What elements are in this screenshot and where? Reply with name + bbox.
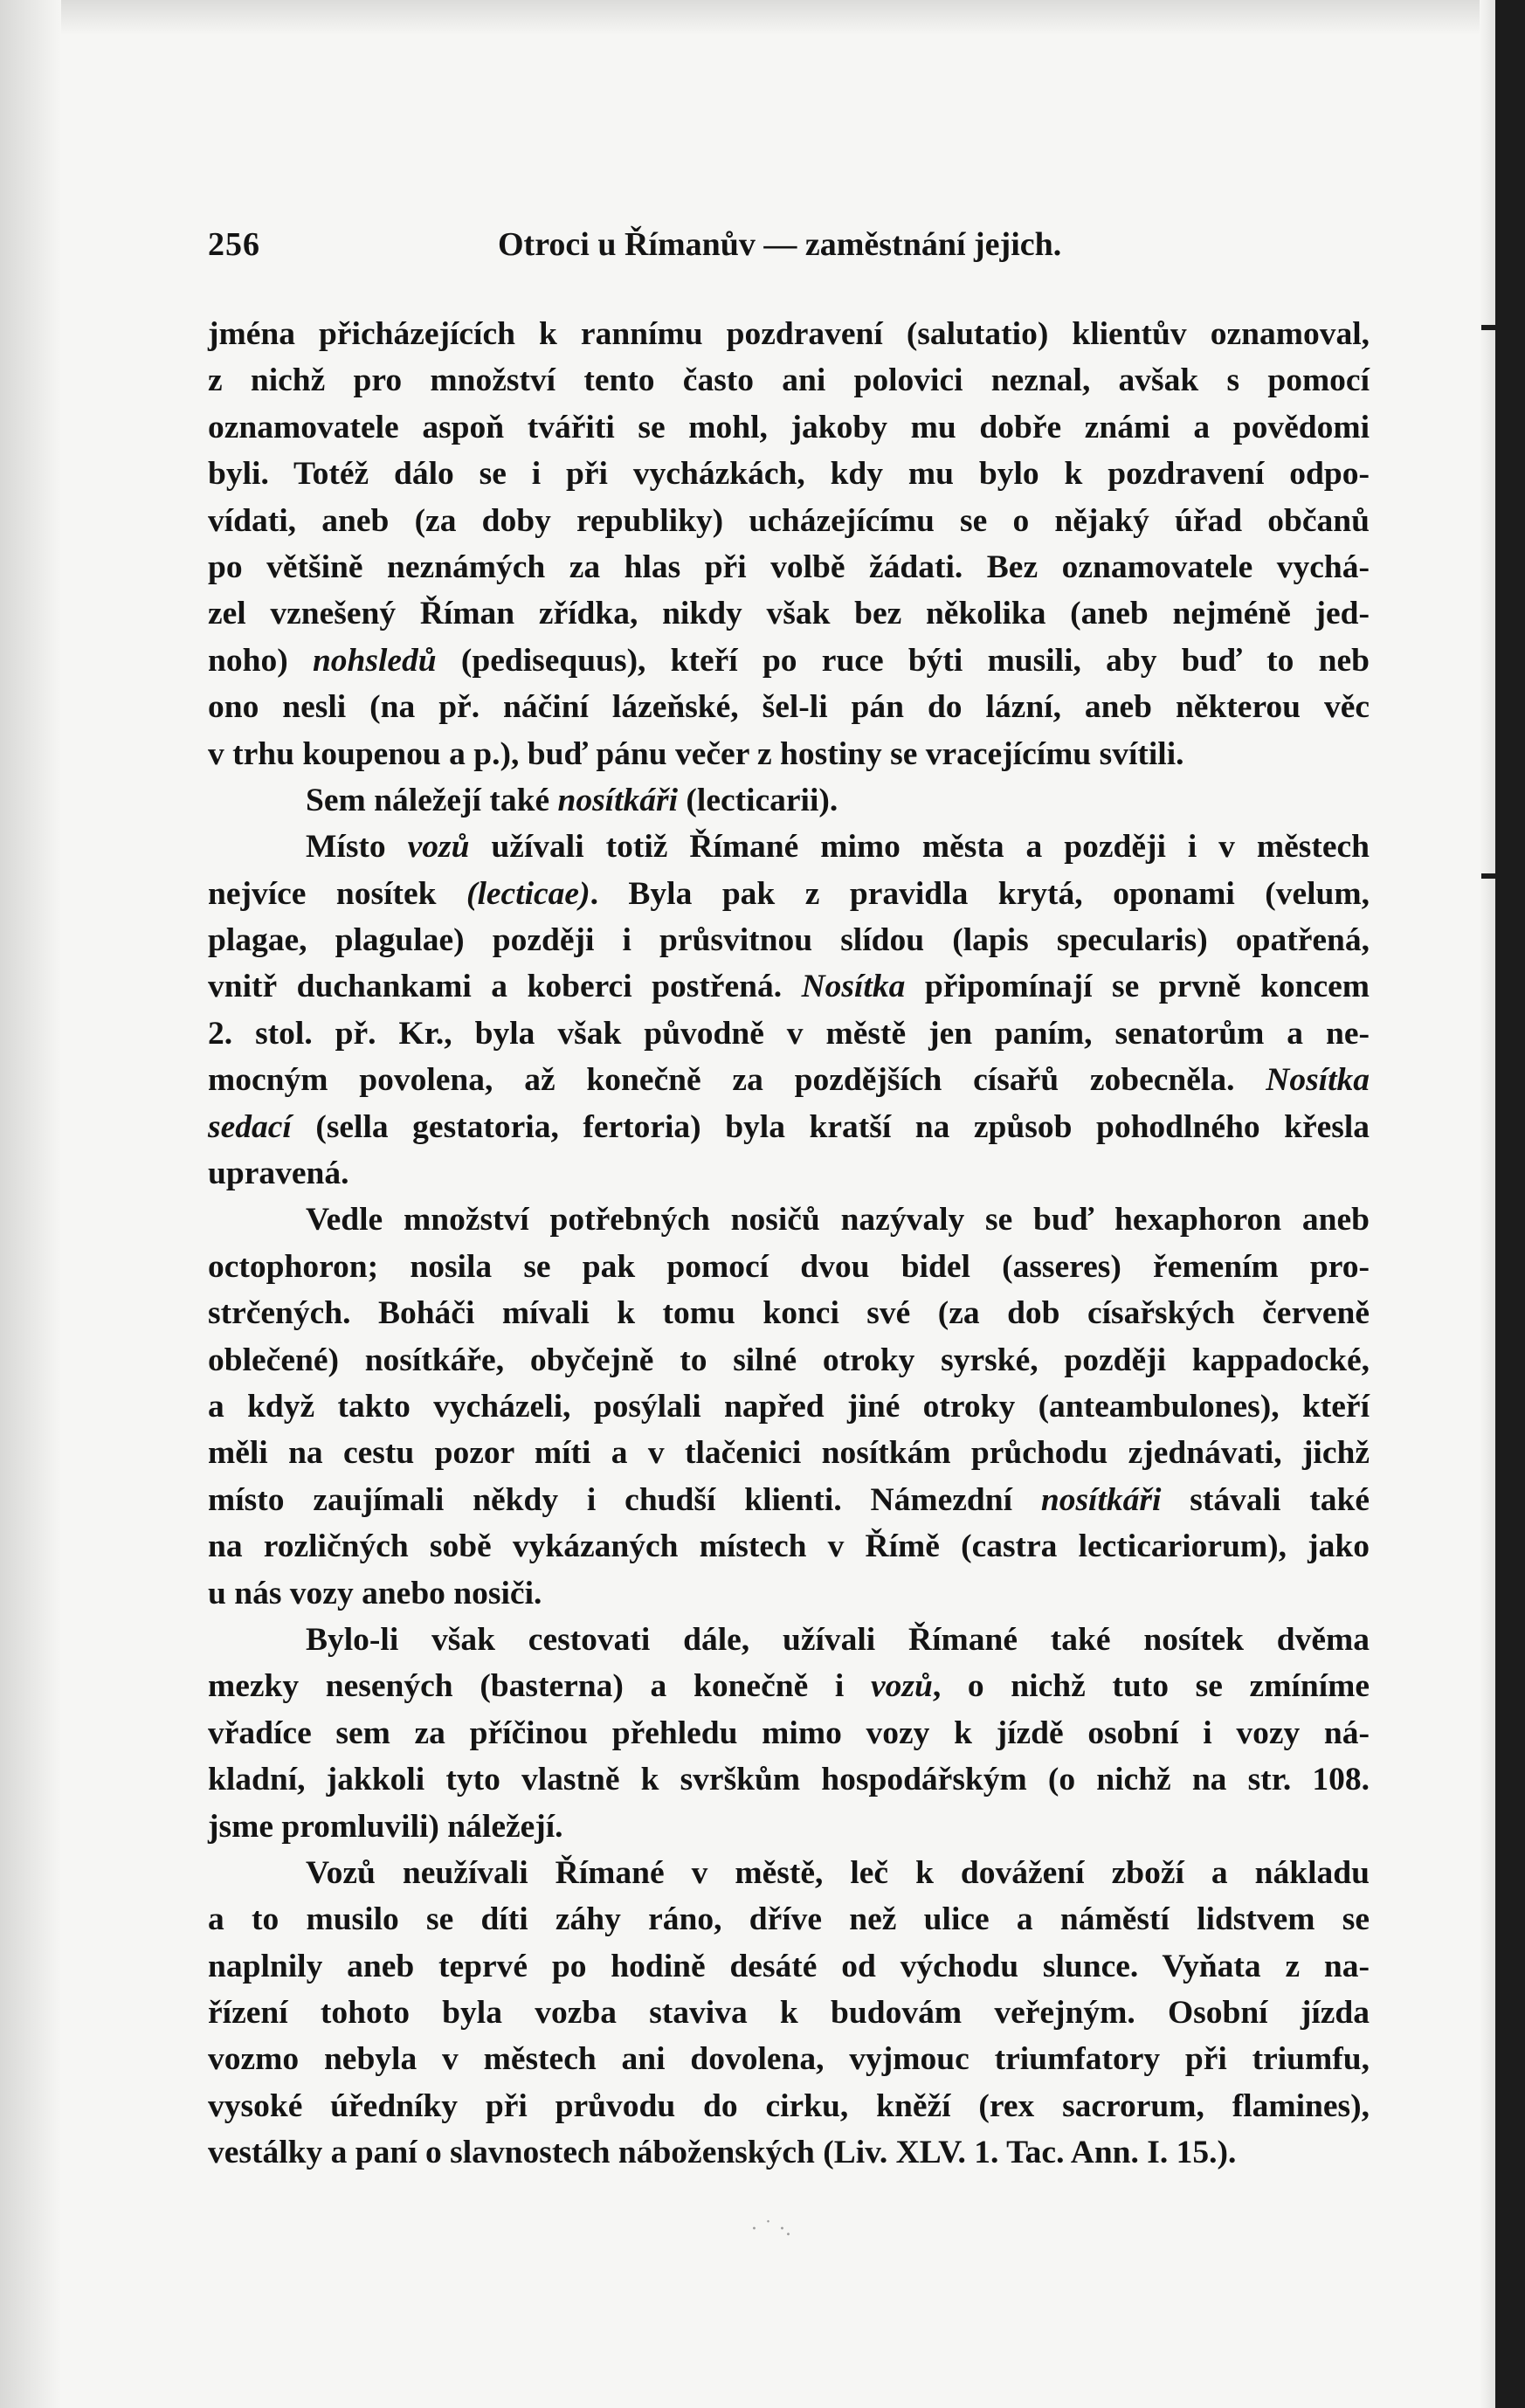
italic-term: vozů	[870, 1668, 933, 1705]
text-line: vnitř duchankami a koberci postřená. Nosítka připomínají se prvně koncem	[208, 969, 1370, 1005]
text-line: vysoké úředníky při průvodu do cirku, kněží (rex sacrorum, flamines),	[208, 2087, 1370, 2124]
text-line: měli na cestu pozor míti a v tlačenici nosítkám průchodu zjednávati, jichž	[208, 1435, 1370, 1472]
text-line: a to musilo se díti záhy ráno, dříve než ulice a náměstí lidstvem se	[208, 1901, 1370, 1938]
paragraph	[208, 1850, 1370, 2177]
text-line: 2. stol. př. Kr., byla však původně v městě jen paním, senatorům a ne-	[208, 1015, 1370, 1052]
text-line: mocným povolena, až konečně za pozdějších císařů zobecněla. Nosítka	[208, 1062, 1370, 1099]
body-text	[208, 311, 1370, 2177]
italic-term: sedací	[208, 1108, 292, 1145]
page-number: 256	[208, 226, 260, 263]
text-line: z nichž pro množství tento často ani polovici neznal, avšak s pomocí	[208, 362, 1370, 399]
italic-term: nosítkáři	[557, 782, 679, 818]
text-line: noho) nohsledů (pedisequus), kteří po ruce býti musili, aby buď to neb	[208, 642, 1370, 679]
text-line: řízení tohoto byla vozba staviva k budovám veřejným. Osobní jízda	[208, 1995, 1370, 2032]
paragraph	[208, 1197, 1370, 1617]
text-line: místo zaujímali někdy i chudší klienti. Námezdní nosítkáři stávali také	[208, 1481, 1370, 1518]
paragraph	[208, 824, 1370, 1197]
text-line: v trhu koupenou a p.), buď pánu večer z hostiny se vracejícímu svítili.	[208, 735, 1184, 772]
text-line: kladní, jakkoli tyto vlastně k svrškům hospodářským (o nichž na str. 108.	[208, 1762, 1370, 1798]
text-line: jsme promluvili) náležejí.	[208, 1808, 563, 1845]
book-edge	[1495, 0, 1525, 2408]
text-line: jména přicházejících k rannímu pozdravení (salutatio) klientův oznamoval,	[208, 316, 1370, 352]
italic-term: nohsledů	[312, 642, 437, 679]
page-edge-fade	[1480, 0, 1495, 2408]
italic-term: Nosítka	[801, 969, 906, 1005]
italic-term: (lecticae)	[466, 875, 590, 912]
italic-term: vozů	[407, 829, 470, 866]
paragraph	[208, 777, 1370, 824]
text-line: octophoron; nosila se pak pomocí dvou bidel (asseres) řemením pro-	[208, 1248, 1370, 1285]
text-line: naplnily aneb teprvé po hodině desáté od východu slunce. Vyňata z na-	[208, 1948, 1370, 1984]
text-line: Místo vozů užívali totiž Římané mimo města a později i v městech	[306, 829, 1370, 866]
text-line: vozmo nebyla v městech ani dovolena, vyjmouc triumfatory při triumfu,	[208, 2041, 1370, 2078]
text-line: sedací (sella gestatoria, fertoria) byla kratší na způsob pohodlného křesla	[208, 1108, 1370, 1145]
text-line: vřadíce sem za příčinou přehledu mimo vozy k jízdě osobní i vozy ná-	[208, 1715, 1370, 1751]
scan-specks: · ˙ ·.	[751, 2218, 791, 2240]
edge-notch	[1481, 325, 1495, 330]
text-line: vestálky a paní o slavnostech náboženských (Liv. XLV. 1. Tac. Ann. I. 15.).	[208, 2135, 1237, 2171]
text-line: upravená.	[208, 1156, 349, 1192]
text-line: u nás vozy anebo nosiči.	[208, 1575, 542, 1611]
text-line: mezky nesených (basterna) a konečně i vozů, o nichž tuto se zmíníme	[208, 1668, 1370, 1705]
text-line: Vedle množství potřebných nosičů nazývaly se buď hexaphoron aneb	[306, 1202, 1370, 1238]
italic-term: Nosítka	[1266, 1062, 1370, 1099]
text-line: ono nesli (na př. náčiní lázeňské, šel-li pán do lázní, aneb některou věc	[208, 689, 1370, 726]
text-line: a když takto vycházeli, posýlali napřed jiné otroky (anteambulones), kteří	[208, 1388, 1370, 1425]
text-line: oznamovatele aspoň tvářiti se mohl, jakoby mu dobře známi a povědomi	[208, 409, 1370, 445]
text-line: strčených. Boháči mívali k tomu konci své (za dob císařských červeně	[208, 1295, 1370, 1332]
paragraph	[208, 1617, 1370, 1850]
text-line: Sem náležejí také nosítkáři (lecticarii).	[306, 782, 838, 818]
text-line: na rozličných sobě vykázaných místech v Římě (castra lecticariorum), jako	[208, 1528, 1370, 1565]
text-line: nejvíce nosítek (lecticae). Byla pak z pravidla krytá, oponami (velum,	[208, 875, 1370, 912]
text-line: Bylo-li však cestovati dále, užívali Římané také nosítek dvěma	[306, 1621, 1370, 1658]
paragraph	[208, 311, 1370, 777]
text-line: plagae, plagulae) později i průsvitnou slídou (lapis specularis) opatřená,	[208, 922, 1370, 959]
text-line: po většině neznámých za hlas při volbě žádati. Bez oznamovatele vychá-	[208, 549, 1370, 585]
text-line: oblečené) nosítkáře, obyčejně to silné otroky syrské, později kappadocké,	[208, 1342, 1370, 1378]
scan-left-shadow	[0, 0, 61, 2408]
running-header	[208, 218, 1099, 271]
text-line: byli. Totéž dálo se i při vycházkách, kdy mu bylo k pozdravení odpo-	[208, 456, 1370, 493]
text-line: vídati, aneb (za doby republiky) ucházejícímu se o nějaký úřad občanů	[208, 502, 1370, 539]
text-line: zel vznešený Říman zřídka, nikdy však bez několika (aneb nejméně jed-	[208, 596, 1370, 632]
scan-top-shadow	[0, 0, 1525, 35]
italic-term: nosítkáři	[1040, 1481, 1162, 1518]
running-title: Otroci u Římanův — zaměstnání jejich.	[498, 226, 1062, 263]
text-line: Vozů neužívali Římané v městě, leč k dovážení zboží a nákladu	[306, 1854, 1370, 1891]
edge-notch	[1481, 873, 1495, 879]
